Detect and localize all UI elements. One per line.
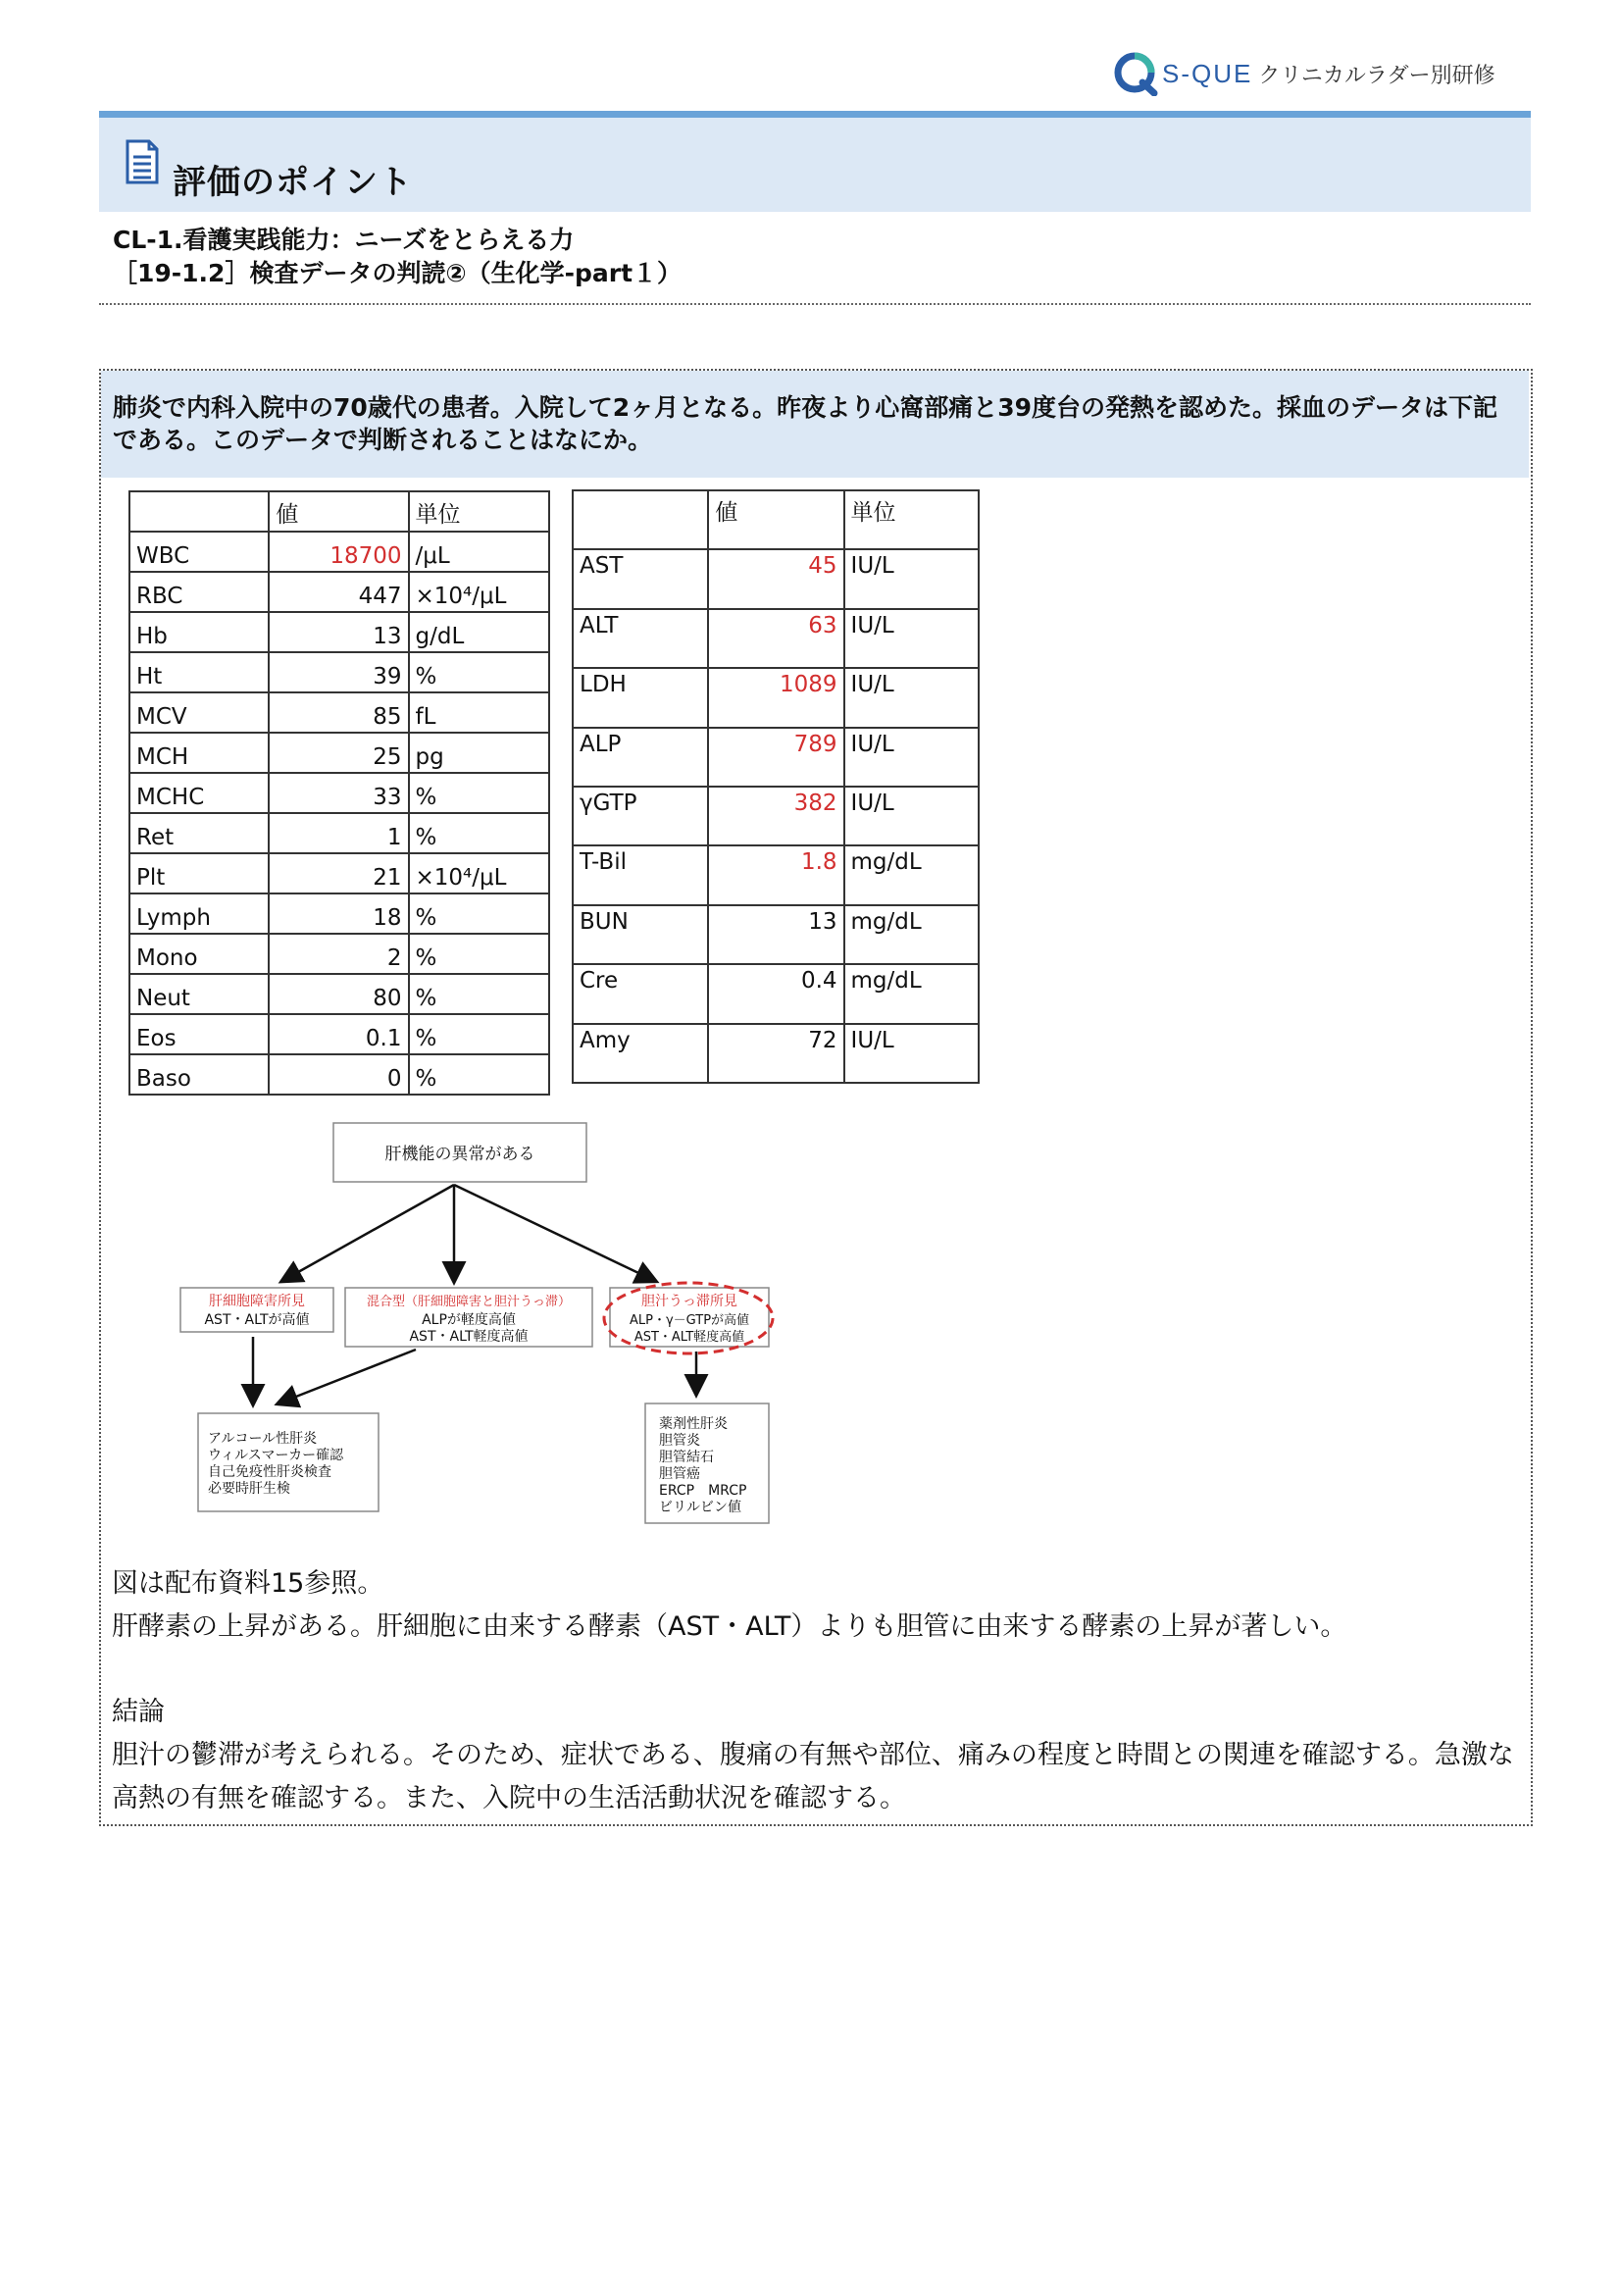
- chem-test-name: AST: [573, 549, 708, 608]
- chem-row: [573, 549, 979, 608]
- flow-hepatitis-item-1: アルコール性肝炎: [208, 1431, 318, 1447]
- cbc-test-value: 85: [269, 692, 408, 733]
- cbc-table: [128, 490, 550, 1096]
- chem-test-value: 0.4: [708, 964, 843, 1023]
- cbc-test-unit: %: [409, 934, 550, 974]
- cbc-test-value: 2: [269, 934, 408, 974]
- cbc-test-name: Hb: [129, 612, 269, 652]
- flow-hepatocellular-title: 肝細胞障害所見: [209, 1294, 305, 1309]
- flow-cholestasis-title: 胆汁うっ滞所見: [641, 1294, 737, 1309]
- cbc-test-value: 1: [269, 813, 408, 853]
- cbc-test-name: MCV: [129, 692, 269, 733]
- cbc-test-name: Neut: [129, 974, 269, 1014]
- cbc-row: [129, 853, 549, 893]
- liver-function-flowchart: [167, 1121, 794, 1533]
- cbc-header-value: 値: [269, 491, 408, 532]
- flow-hepatitis-item-3: 自己免疫性肝炎検査: [208, 1464, 331, 1480]
- flow-mixed-detail2: AST・ALT軽度高値: [409, 1329, 529, 1345]
- cbc-test-value: 0: [269, 1054, 408, 1095]
- flow-biliary-item-3: 胆管結石: [659, 1450, 714, 1465]
- cbc-test-name: Eos: [129, 1014, 269, 1054]
- flow-biliary-item-4: 胆管癌: [659, 1466, 700, 1482]
- cbc-test-name: WBC: [129, 532, 269, 572]
- chem-test-name: ALP: [573, 728, 708, 787]
- flow-mixed-detail1: ALPが軽度高値: [422, 1312, 516, 1328]
- chem-test-value: 1.8: [708, 845, 843, 904]
- chem-test-unit: mg/dL: [844, 845, 979, 904]
- chem-test-value: 789: [708, 728, 843, 787]
- conclusion-text: 胆汁の鬱滞が考えられる。そのため、症状である、腹痛の有無や部位、痛みの程度と時間との関連を確認する。急激な高熱の有無を確認する。また、入院中の生活活動状況を確認する。: [112, 1740, 1514, 1813]
- chem-test-name: ALT: [573, 609, 708, 668]
- logo-brand: S-QUE: [1162, 58, 1253, 88]
- chem-row: [573, 845, 979, 904]
- cbc-test-name: MCH: [129, 733, 269, 773]
- flow-mixed-title: 混合型（肝細胞障害と胆汁うっ滞）: [366, 1295, 572, 1309]
- unit-title: [113, 224, 682, 290]
- cbc-test-name: Baso: [129, 1054, 269, 1095]
- cbc-header-label: [129, 491, 269, 532]
- cbc-header-row: [129, 491, 549, 532]
- cbc-test-name: Plt: [129, 853, 269, 893]
- conclusion-label: 結論: [112, 1697, 165, 1727]
- logo-subtitle: クリニカルラダー別研修: [1258, 63, 1495, 88]
- flow-root-label: 肝機能の異常がある: [384, 1145, 535, 1164]
- cbc-test-value: 18700: [269, 532, 408, 572]
- cbc-test-unit: %: [409, 813, 550, 853]
- cbc-row: [129, 813, 549, 853]
- finding-text: 肝酵素の上昇がある。肝細胞に由来する酵素（AST・ALT）よりも胆管に由来する酵素の上昇が著しい。: [112, 1611, 1347, 1642]
- chemistry-table: [572, 489, 980, 1084]
- chem-test-unit: IU/L: [844, 668, 979, 727]
- unit-title-line1: CL-1.看護実践能力：ニーズをとらえる力: [113, 226, 575, 254]
- cbc-header-unit: 単位: [409, 491, 550, 532]
- chem-test-unit: mg/dL: [844, 964, 979, 1023]
- cbc-row: [129, 773, 549, 813]
- cbc-test-unit: ×10⁴/μL: [409, 572, 550, 612]
- cbc-test-name: Mono: [129, 934, 269, 974]
- cbc-test-unit: %: [409, 773, 550, 813]
- cbc-test-name: MCHC: [129, 773, 269, 813]
- cbc-test-unit: %: [409, 893, 550, 934]
- flow-arrow-left: [282, 1185, 454, 1281]
- flow-biliary-item-6: ビリルビン値: [659, 1500, 741, 1515]
- cbc-test-unit: %: [409, 974, 550, 1014]
- chem-test-unit: IU/L: [844, 1024, 979, 1083]
- chem-test-value: 1089: [708, 668, 843, 727]
- logo: [1113, 49, 1495, 98]
- cbc-test-value: 25: [269, 733, 408, 773]
- cbc-row: [129, 934, 549, 974]
- flow-biliary-item-5: ERCP MRCP: [659, 1483, 747, 1499]
- chem-row: [573, 609, 979, 668]
- cbc-test-unit: pg: [409, 733, 550, 773]
- chem-row: [573, 905, 979, 964]
- flow-hepatitis-item-2: ウィルスマーカー確認: [208, 1448, 344, 1463]
- chem-test-name: BUN: [573, 905, 708, 964]
- flow-arrow-right: [454, 1185, 655, 1281]
- cbc-row: [129, 532, 549, 572]
- chem-test-value: 45: [708, 549, 843, 608]
- cbc-test-value: 18: [269, 893, 408, 934]
- chem-test-name: γGTP: [573, 787, 708, 845]
- cbc-test-value: 447: [269, 572, 408, 612]
- chem-row: [573, 668, 979, 727]
- cbc-test-value: 39: [269, 652, 408, 692]
- cbc-test-unit: %: [409, 652, 550, 692]
- flow-arrow-mixed-to-hepatitis: [278, 1350, 416, 1403]
- page-heading: 評価のポイント: [173, 163, 413, 202]
- chem-test-value: 63: [708, 609, 843, 668]
- cbc-test-name: Lymph: [129, 893, 269, 934]
- chem-test-value: 72: [708, 1024, 843, 1083]
- cbc-row: [129, 733, 549, 773]
- chem-test-value: 382: [708, 787, 843, 845]
- chem-test-unit: IU/L: [844, 728, 979, 787]
- chem-header-label: [573, 490, 708, 549]
- flow-cholestasis-detail2: AST・ALT軽度高値: [633, 1330, 745, 1345]
- logo-q-icon: [1113, 51, 1158, 96]
- cbc-test-value: 13: [269, 612, 408, 652]
- flow-hepatitis-item-4: 必要時肝生検: [208, 1481, 290, 1497]
- cbc-row: [129, 1014, 549, 1054]
- chem-test-name: T-Bil: [573, 845, 708, 904]
- chem-test-name: Amy: [573, 1024, 708, 1083]
- cbc-test-unit: /μL: [409, 532, 550, 572]
- header-top-rule: [99, 111, 1531, 118]
- flow-cholestasis-detail1: ALP・γ－GTPが高値: [629, 1313, 750, 1328]
- chem-test-name: Cre: [573, 964, 708, 1023]
- chem-test-unit: IU/L: [844, 787, 979, 845]
- cbc-test-name: RBC: [129, 572, 269, 612]
- cbc-row: [129, 893, 549, 934]
- cbc-row: [129, 974, 549, 1014]
- flow-biliary-item-2: 胆管炎: [659, 1433, 700, 1449]
- cbc-row: [129, 572, 549, 612]
- chem-row: [573, 964, 979, 1023]
- reference-note: 図は配布資料15参照。: [112, 1568, 384, 1599]
- flow-biliary-item-1: 薬剤性肝炎: [659, 1416, 728, 1432]
- chem-test-value: 13: [708, 905, 843, 964]
- cbc-test-unit: %: [409, 1014, 550, 1054]
- chem-test-unit: IU/L: [844, 549, 979, 608]
- chem-row: [573, 787, 979, 845]
- cbc-row: [129, 612, 549, 652]
- cbc-test-value: 0.1: [269, 1014, 408, 1054]
- chem-test-unit: mg/dL: [844, 905, 979, 964]
- cbc-row: [129, 692, 549, 733]
- cbc-test-name: Ret: [129, 813, 269, 853]
- cbc-test-value: 21: [269, 853, 408, 893]
- cbc-test-unit: %: [409, 1054, 550, 1095]
- cbc-test-value: 80: [269, 974, 408, 1014]
- question-text: 肺炎で内科入院中の70歳代の患者。入院して2ヶ月となる。昨夜より心窩部痛と39度台の発熱を認めた。採血のデータは下記である。このデータで判断されることはなにか。: [113, 393, 1497, 454]
- flow-hepatocellular-detail: AST・ALTが高値: [204, 1312, 310, 1328]
- cbc-test-unit: g/dL: [409, 612, 550, 652]
- chem-row: [573, 728, 979, 787]
- unit-title-line2: ［19-1.2］検査データの判読②（生化学-part１）: [113, 259, 683, 287]
- chem-header-unit: 単位: [844, 490, 979, 549]
- chem-row: [573, 1024, 979, 1083]
- cbc-row: [129, 1054, 549, 1095]
- cbc-test-unit: ×10⁴/μL: [409, 853, 550, 893]
- cbc-test-unit: fL: [409, 692, 550, 733]
- document-icon: [126, 139, 159, 184]
- subtitle-divider: [99, 303, 1531, 305]
- cbc-row: [129, 652, 549, 692]
- chem-header-row: [573, 490, 979, 549]
- cbc-test-name: Ht: [129, 652, 269, 692]
- cbc-test-value: 33: [269, 773, 408, 813]
- chem-header-value: 値: [708, 490, 843, 549]
- chem-test-name: LDH: [573, 668, 708, 727]
- chem-test-unit: IU/L: [844, 609, 979, 668]
